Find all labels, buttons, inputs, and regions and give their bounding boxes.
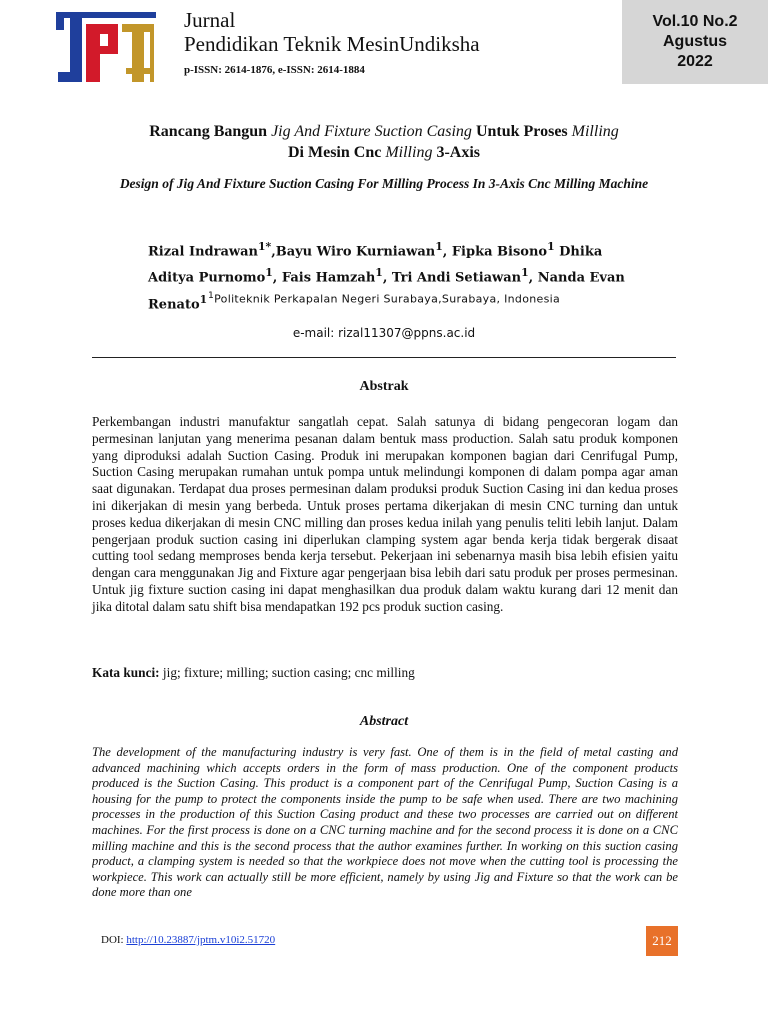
author-affiliation-mark: 1 [521, 266, 529, 280]
author-affiliation-mark: 1 [375, 266, 383, 280]
abstract-text: The development of the manufacturing industry is very fast. One of them is in the field of metal casting and advanced machining which accepts orders in the form of mass production. One of the component products produced is the Suction Casing. This product is a component part of the Cenrifugal Pump, Suction Casing is a housing for the pump to protect the components inside the pump to be safe when used. There are two machining processes in the production of this Suction Casing product and these two processes are carried out on different machines. For the first process is done on a CNC turning machine and for the second process it is done on a CNC milling machine and this is the second process that the author examines further. In working on this suction casing product, a clamping system is needed so that the workpiece does not move when the cutting tool is processing the workpiece. This work can actually still be more efficient, namely by using Jig and Fixture so that the work can be done more than one [92, 745, 678, 900]
author-affiliation-mark: 1 [547, 240, 555, 253]
volume-box [622, 0, 768, 84]
author-affiliation-mark: 1 [199, 292, 208, 306]
title-part: Di Mesin Cnc [288, 144, 386, 161]
author-name: Rizal Indrawan [148, 244, 258, 260]
affiliation-mark: 1 [208, 290, 215, 301]
author-name: , Tri Andi Setiawan [382, 270, 522, 286]
affiliation-text: Politeknik Perkapalan Negeri Surabaya,Surabaya, Indonesia [214, 292, 560, 306]
title-part: Rancang Bangun [149, 123, 272, 140]
keywords-line [92, 665, 678, 681]
paper-title [92, 121, 676, 163]
title-part: Untuk Proses [471, 123, 572, 140]
issn-line: p-ISSN: 2614-1876, e-ISSN: 2614-1884 [184, 64, 365, 77]
journal-logo [56, 12, 156, 84]
journal-header [0, 0, 768, 90]
journal-title-block [184, 8, 480, 77]
author-affiliation-mark: 1* [257, 240, 272, 253]
title-part: 3-Axis [432, 144, 480, 161]
abstrak-text: Perkembangan industri manufaktur sangatlah cepat. Salah satunya di bidang pengecoran logam dan permesinan lanjutan yang menerima pesanan dalam bentuk mass production. Salah satu produk komponen yang diproduksi adalah Suction Casing. Produk ini merupakan komponen bagian dari Cenrifugal Pump, Suction Casing merupakan rumahan untuk pompa untuk melindungi komponen di dalam pompa agar aman saat digunakan. Terdapat dua proses permesinan dalam produksi produk Suction Casing ini dan kedua proses ini dikerjakan di mesin yang berbeda. Untuk proses pertama dikerjakan di mesin CNC turning dan untuk proses kedua dikerjakan di mesin CNC milling dan proses kedua inilah yang penulis teliti lebih lanjut. Dalam pengerjaan produk suction casing ini diperlukan clamping system agar benda kerja tidak bergerak disaat cutting tool sedang memproses benda kerja tersebut. Pekerjaan ini sebenarnya masih bisa lebih efisien yaitu dengan cara menggunakan Jig and Fixture agar pengerjaan bisa lebih dari satu produk per proses permesinan. Untuk jig fixture suction casing ini dapat menghasilkan dua produk dalam waktu kurang dari 12 menit dan jika ditotal dalam satu shift bisa mendapatkan 192 pcs produk suction casing. [92, 414, 678, 614]
affiliation [0, 290, 768, 306]
email-line: e-mail: rizal11307@ppns.ac.id [292, 326, 476, 340]
issue-year: 2022 [677, 53, 713, 70]
journal-name-line2: Pendidikan Teknik MesinUndiksha [184, 32, 480, 57]
divider [92, 357, 676, 358]
doi-link[interactable]: http://10.23887/jptm.v10i2.51720 [126, 934, 276, 946]
doi-label: DOI: [101, 934, 127, 946]
title-italic-part: Milling [385, 144, 433, 161]
title-italic-part: Milling [571, 123, 619, 140]
author-name: Dhika Aditya Purnomo [148, 244, 603, 286]
english-title: Design of Jig And Fixture Suction Casing For Milling Process In 3-Axis Cnc Milling Machine [119, 176, 649, 191]
issue-month: Agustus [663, 33, 727, 50]
title-italic-part: Jig And Fixture Suction Casing [271, 123, 472, 140]
author-affiliation-mark: 1 [435, 240, 443, 253]
author-name: , Fais Hamzah [272, 270, 376, 286]
author-name: , Fipka Bisono [442, 244, 548, 260]
author-name: ,Bayu Wiro Kurniawan [271, 244, 436, 260]
keywords-label: Kata kunci: [92, 665, 160, 680]
abstrak-heading: Abstrak [359, 379, 409, 394]
volume-number: Vol.10 No.2 [652, 13, 738, 30]
journal-name-line1: Jurnal [184, 8, 236, 32]
page-number: 212 [646, 926, 678, 956]
paper-title-block [92, 121, 676, 193]
author-name: , Nanda Evan Renato [148, 270, 625, 312]
abstract-heading: Abstract [359, 714, 409, 729]
keywords-text: jig; fixture; milling; suction casing; cnc milling [159, 665, 415, 680]
author-affiliation-mark: 1 [265, 266, 273, 280]
doi-line [101, 934, 275, 946]
